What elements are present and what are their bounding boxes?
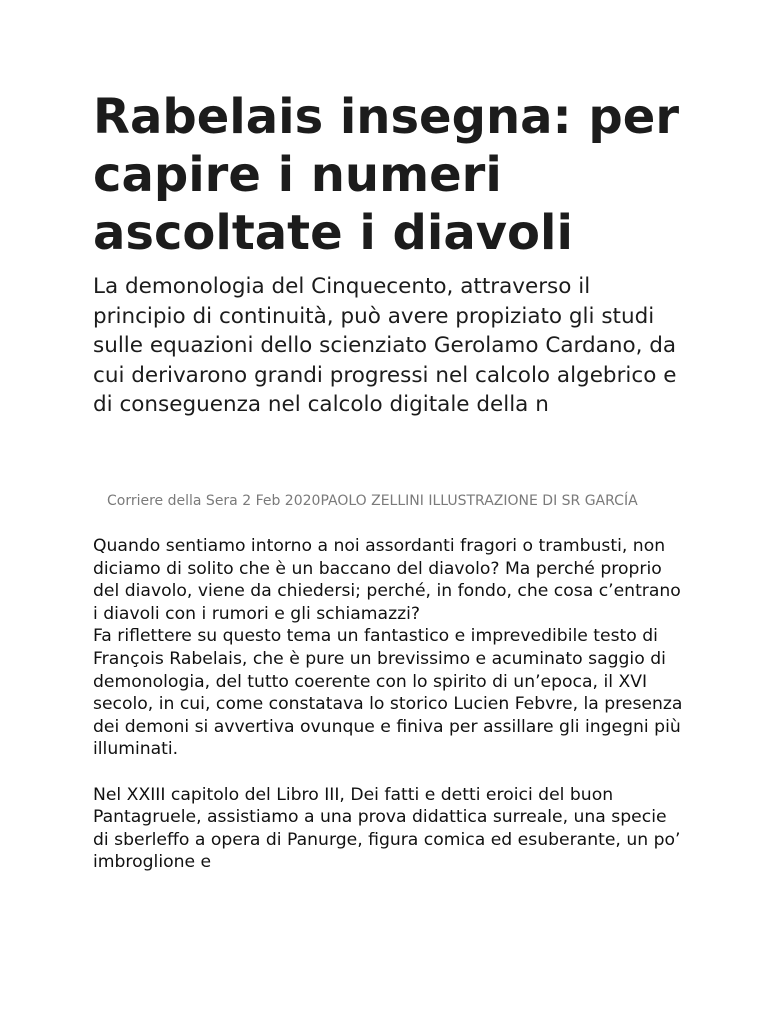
article-title: Rabelais insegna: per capire i numeri ascoltate i diavoli [93, 89, 680, 261]
body-paragraph: Quando sentiamo intorno a noi assordanti fragori o trambusti, non diciamo di solito che è un baccano del diavolo? Ma perché proprio del diavolo, viene da chiedersi; perché, in fondo, che cosa c’entrano i diavoli con i rumori e gli schiamazzi? [93, 536, 681, 624]
body-paragraph: Nel XXIII capitolo del Libro III, Dei fatti e detti eroici del buon Pantagruele, assistiamo a una prova didattica surreale, una specie di sberleffo a opera di Panurge, figura comica ed esuberante, un po’ imbroglione e [93, 784, 681, 873]
article-body [93, 535, 683, 874]
article-subtitle: La demonologia del Cinquecento, attraverso il principio di continuità, può avere propiziato gli studi sulle equazioni dello scienziato Gerolamo Cardano, da cui derivarono grandi progressi nel calcolo algebrico e di conseguenza nel calcolo digitale della n [93, 274, 677, 417]
article-byline: Corriere della Sera 2 Feb 2020PAOLO ZELLINI ILLUSTRAZIONE DI SR GARCÍA [107, 493, 638, 509]
body-paragraph: Fa riflettere su questo tema un fantastico e imprevedibile testo di François Rabelais, che è pure un brevissimo e acuminato saggio di demonologia, del tutto coerente con lo spirito di un’epoca, il XVI secolo, in cui, come constatava lo storico Lucien Febvre, la presenza dei demoni si avvertiva ovunque e finiva per assillare gli ingegni più illuminati. [93, 626, 683, 760]
